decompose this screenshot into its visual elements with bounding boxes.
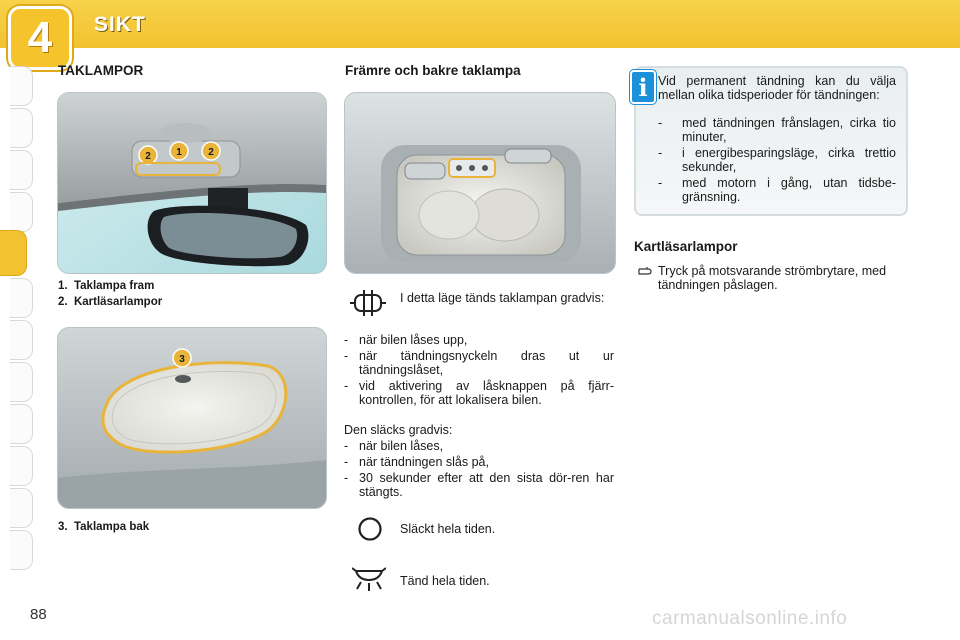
watermark: carmanualsonline.info — [652, 608, 848, 629]
info-intro-text: Vid permanent tändning kan du välja mellan olika tidsperioder för tändningen: — [658, 74, 896, 102]
list-item: - när bilen låses upp, — [344, 333, 468, 347]
front-lamp-photo — [57, 92, 327, 274]
info-list-item: - med motorn i gång, utan tidsbe-gränsning. — [658, 176, 896, 204]
chapter-tab — [8, 6, 72, 70]
list-item: - 30 sekunder efter att den sista dör-ren har stängts. — [344, 471, 614, 499]
ceiling-lamp-illustration — [345, 93, 615, 273]
side-tab-active[interactable] — [0, 230, 27, 276]
side-tab[interactable] — [10, 66, 33, 106]
caption-rear — [58, 519, 149, 535]
on-mode-text: Tänd hela tiden. — [400, 574, 490, 588]
front-rear-lamp-heading: Främre och bakre taklampa — [345, 63, 521, 78]
side-tab[interactable] — [10, 320, 33, 360]
chapter-number: 4 — [27, 13, 53, 62]
caption-front — [58, 278, 154, 294]
map-lamps-heading: Kartläsarlampor — [634, 239, 738, 254]
info-icon: i — [630, 70, 656, 104]
front-lamp-illustration — [58, 93, 326, 273]
side-tab[interactable] — [10, 150, 33, 190]
svg-text:3: 3 — [179, 354, 185, 365]
list-item: - när bilen låses, — [344, 439, 444, 453]
caption-text: Taklampa bak — [73, 521, 150, 533]
svg-text:1: 1 — [176, 147, 182, 158]
badge-2-right — [202, 142, 220, 160]
rear-lamp-photo — [57, 327, 327, 509]
side-tab[interactable] — [10, 530, 33, 570]
list-item: - vid aktivering av låsknappen på fjärr-kontrollen, för att lokalisera bilen. — [344, 379, 614, 407]
caption-text: Taklampa fram — [73, 280, 155, 292]
caption-num: 3. — [58, 521, 68, 533]
page-title: SIKT — [94, 13, 146, 36]
svg-text:2: 2 — [208, 147, 214, 158]
side-tab[interactable] — [10, 404, 33, 444]
badge-2-left — [139, 146, 157, 164]
lamp-on-icon — [352, 567, 386, 593]
info-list-item: - med tändningen frånslagen, cirka tio minuter, — [658, 116, 896, 144]
rear-lamp-illustration — [58, 328, 326, 508]
map-lamps-text: Tryck på motsvarande strömbrytare, med tändningen påslagen. — [658, 264, 887, 292]
caption-num: 1. — [58, 280, 68, 292]
caption-text: Kartläsarlampor — [73, 296, 163, 308]
side-tab[interactable] — [10, 488, 33, 528]
door-mode-icon — [350, 290, 386, 316]
badge-3 — [173, 349, 191, 367]
info-list-item: - i energibesparingsläge, cirka trettio sekunder, — [658, 146, 896, 174]
side-tab[interactable] — [10, 278, 33, 318]
page-number: 88 — [30, 606, 47, 623]
off-mode-text: Släckt hela tiden. — [400, 522, 496, 536]
badges-overlay — [134, 139, 224, 179]
svg-text:2: 2 — [145, 151, 151, 162]
ceiling-lamp-photo — [344, 92, 616, 274]
lamp-off-icon — [357, 516, 383, 542]
list-item: - när tändningsnyckeln dras ut ur tändningslåset, — [344, 349, 614, 377]
list-item: - när tändningen slås på, — [344, 455, 489, 469]
side-tab[interactable] — [10, 362, 33, 402]
badge-1 — [170, 142, 188, 160]
auto-mode-text: I detta läge tänds taklampan gradvis: — [400, 291, 605, 305]
caption-num: 2. — [58, 296, 68, 308]
off-intro-text: Den släcks gradvis: — [344, 423, 453, 437]
caption-map — [58, 294, 162, 310]
side-tab[interactable] — [10, 108, 33, 148]
taklampor-heading: TAKLAMPOR — [58, 63, 144, 78]
finger-pointer-icon — [638, 265, 652, 277]
side-tab[interactable] — [10, 192, 33, 232]
side-tab[interactable] — [10, 446, 33, 486]
